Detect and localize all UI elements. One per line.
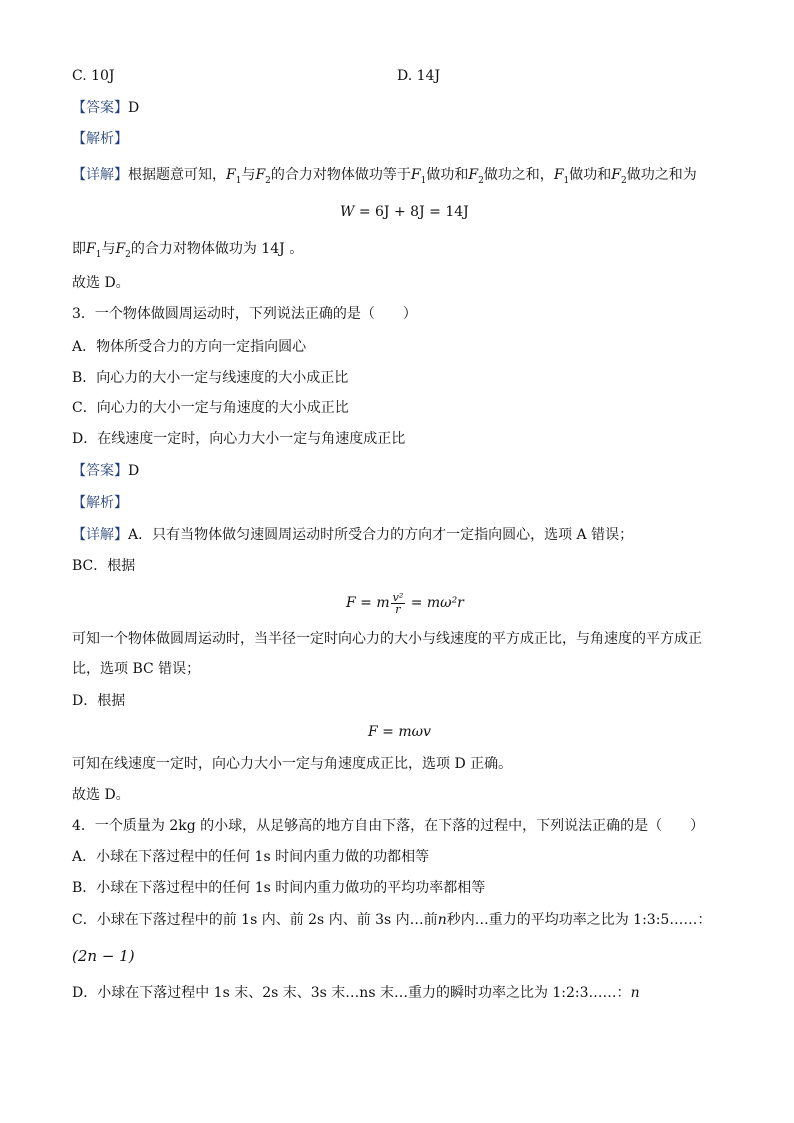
conclusion-text: 的合力对物体做功为 14J 。 [130, 241, 304, 257]
detail-text: 做功和 [426, 167, 469, 183]
fraction-numerator: v² [392, 590, 404, 604]
symbol-sub: 2 [125, 249, 131, 260]
q3-bc-intro: BC．根据 [72, 558, 136, 574]
q4-option-c-cont: (2n − 1) [72, 947, 135, 965]
centripetal-formula [346, 588, 464, 618]
q4-option-a: A．小球在下落过程中的任何 1s 时间内重力做的功都相等 [72, 849, 430, 865]
option-d: D. 14J [397, 68, 441, 84]
symbol-f1: F [226, 167, 236, 183]
symbol-f2: F [611, 167, 621, 183]
symbol-f1: F [410, 167, 421, 183]
q4-option-b: B．小球在下落过程中的任何 1s 时间内重力做功的平均功率都相等 [72, 880, 486, 896]
conclusion-line [72, 239, 303, 265]
symbol-f2: F [115, 241, 126, 257]
q3-explanation-2: 比，选项 BC 错误； [72, 661, 201, 677]
option-text: 秒内…重力的平均功率之比为 1:3:5……： [446, 912, 712, 928]
symbol-f1: F [86, 241, 96, 257]
option-text: D．小球在下落过程中 1s 末、2s 末、3s 末…ns 末…重力的瞬时功率之比为 1:2:3……： [72, 985, 631, 1001]
detail-text: 与 [241, 167, 256, 183]
q3-answer-line [72, 461, 139, 481]
formula-fraction [391, 592, 406, 615]
detail-text: 做功和 [569, 167, 612, 183]
q3-option-a: A．物体所受合力的方向一定指向圆心 [72, 339, 307, 355]
detail-text: 做功之和， [483, 167, 554, 183]
q3-option-b: B．向心力的大小一定与线速度的大小成正比 [72, 370, 349, 386]
answer-line [72, 98, 139, 118]
q4-option-d [72, 983, 640, 1003]
detail-text: 的合力对物体做功等于 [270, 167, 411, 183]
work-formula [340, 202, 469, 222]
symbol-sub: 1 [563, 175, 570, 186]
q3-analysis-tag: 【解析】 [72, 495, 128, 511]
answer-tag: 【答案】 [72, 463, 128, 479]
q3-choose: 故选 D。 [72, 787, 130, 803]
symbol-sub: 1 [95, 249, 102, 260]
q3-d-intro: D．根据 [72, 693, 126, 709]
answer-value: D [128, 100, 140, 116]
detail-text: 根据题意可知， [128, 167, 226, 183]
symbol-f2: F [255, 167, 266, 183]
symbol-sub: 2 [478, 175, 484, 186]
fraction-denominator: r [395, 602, 401, 616]
symbol-n: n [630, 985, 640, 1001]
conclusion-text: 即 [72, 241, 86, 257]
symbol-n: n [437, 912, 447, 928]
q3-option-d: D．在线速度一定时，向心力大小一定与角速度成正比 [72, 431, 406, 447]
symbol-sub: 2 [265, 175, 271, 186]
formula-lhs: F = m [346, 595, 390, 611]
answer-tag: 【答案】 [72, 100, 128, 116]
analysis-tag: 【解析】 [72, 131, 128, 147]
formula-rest: = 6J + 8J = 14J [354, 204, 469, 220]
detail-text: A．只有当物体做匀速圆周运动时所受合力的方向才一定指向圆心，选项 A 错误； [128, 527, 634, 543]
detail-tag: 【详解】 [72, 527, 128, 543]
q3-option-c: C．向心力的大小一定与角速度的大小成正比 [72, 400, 349, 416]
q3-stem: 3．一个物体做圆周运动时，下列说法正确的是（ ） [72, 306, 417, 322]
choose-line: 故选 D。 [72, 275, 130, 291]
symbol-sub: 2 [620, 175, 627, 186]
symbol-sub: 1 [235, 175, 242, 186]
f-mwv-formula: F = mωv [368, 724, 431, 740]
formula-symbol: W [340, 204, 355, 220]
symbol-f1: F [553, 167, 564, 183]
symbol-sub: 1 [420, 175, 427, 186]
option-text: C．小球在下落过程中的前 1s 内、前 2s 内、前 3s 内…前 [72, 912, 438, 928]
q3-explanation-1: 可知一个物体做圆周运动时，当半径一定时向心力的大小与线速度的平方成正比，与角速度的平方成正 [72, 631, 702, 647]
option-c: C. 10J [72, 68, 115, 84]
detail-tag: 【详解】 [72, 167, 128, 183]
conclusion-text: 与 [101, 241, 116, 257]
q4-stem: 4．一个质量为 2kg 的小球，从足够高的地方自由下落，在下落的过程中，下列说法正确的是（ ） [72, 818, 705, 834]
answer-value: D [128, 463, 140, 479]
detail-text: 做功之和为 [626, 167, 697, 183]
q3-explanation-3: 可知在线速度一定时，向心力大小一定与角速度成正比，选项 D 正确。 [72, 756, 513, 772]
symbol-f2: F [468, 167, 479, 183]
detail-line [72, 165, 697, 191]
formula-rhs: = mω²r [406, 595, 464, 611]
q4-option-c [72, 910, 711, 930]
q3-detail-a [72, 525, 633, 545]
